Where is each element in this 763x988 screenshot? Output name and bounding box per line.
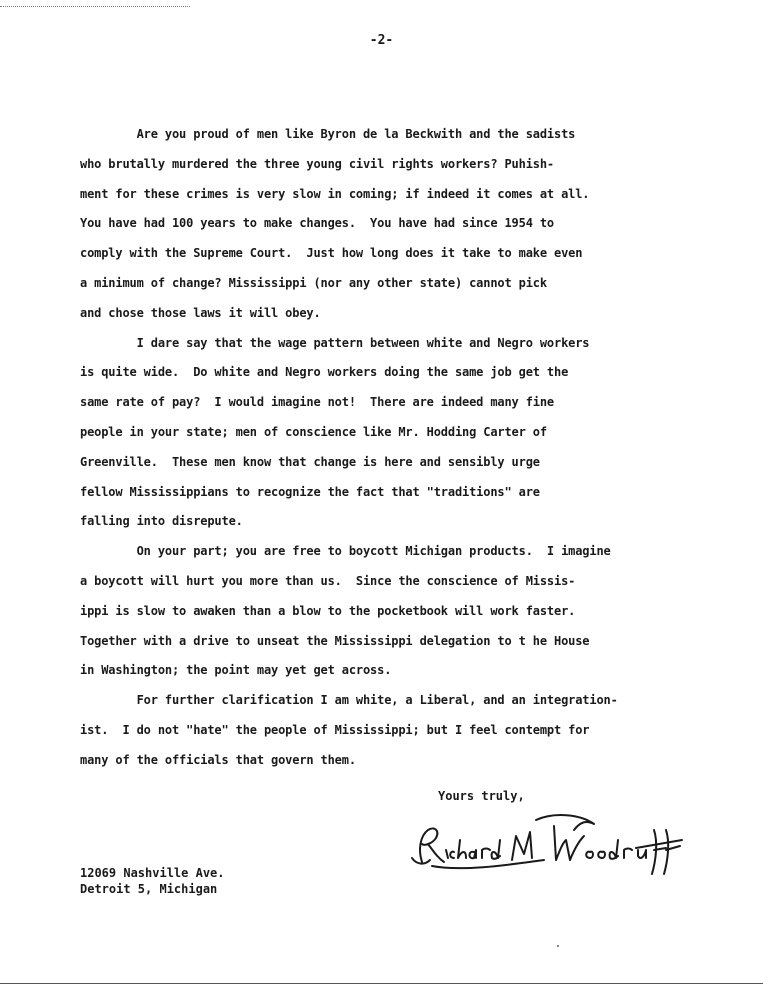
body-line: a minimum of change? Mississippi (nor any other state) cannot pick	[80, 275, 547, 290]
closing-salutation: Yours truly,	[438, 789, 525, 803]
body-line: falling into disrepute.	[80, 514, 243, 529]
top-edge-dots	[0, 6, 190, 7]
body-line: Together with a drive to unseat the Mississippi delegation to t he House	[80, 633, 590, 648]
address-city: Detroit 5, Michigan	[80, 882, 218, 896]
body-line: ippi is slow to awaken than a blow to the pocketbook will work faster.	[80, 603, 576, 618]
body-line: Are you proud of men like Byron de la Beckwith and the sadists	[80, 127, 576, 141]
body-line: fellow Mississippians to recognize the fact that "traditions" are	[80, 484, 540, 499]
body-line: comply with the Supreme Court. Just how long does it take to make even	[80, 246, 583, 261]
body-line: Greenville. These men know that change is here and sensibly urge	[80, 454, 540, 469]
body-line: a boycott will hurt you more than us. Since the conscience of Missis-	[80, 573, 576, 588]
body-line: many of the officials that govern them.	[80, 752, 356, 767]
body-line: who brutally murdered the three young civil rights workers? Puhish-	[80, 156, 554, 171]
body-line: I dare say that the wage pattern between white and Negro workers	[80, 335, 590, 350]
body-line: is quite wide. Do white and Negro workers doing the same job get the	[80, 365, 569, 380]
body-line: On your part; you are free to boycott Michigan products. I imagine	[80, 544, 611, 559]
handwritten-signature	[404, 800, 694, 880]
body-line: same rate of pay? I would imagine not! There are indeed many fine	[80, 395, 554, 410]
body-line: people in your state; men of conscience like Mr. Hodding Carter of	[80, 424, 547, 439]
body-line: in Washington; the point may yet get across.	[80, 663, 392, 678]
body-line: and chose those laws it will obey.	[80, 305, 321, 320]
page-number: -2-	[369, 33, 394, 48]
letter-body	[80, 120, 680, 776]
body-line: For further clarification I am white, a Liberal, and an integration-	[80, 693, 618, 708]
address-street: 12069 Nashville Ave.	[80, 866, 225, 880]
body-line: ist. I do not "hate" the people of Mississippi; but I feel contempt for	[80, 722, 590, 737]
body-line: You have had 100 years to make changes. You have had since 1954 to	[80, 216, 554, 231]
bottom-edge-rule	[0, 983, 763, 984]
sender-address	[80, 865, 225, 897]
paper-speck	[557, 945, 559, 947]
body-line: ment for these crimes is very slow in coming; if indeed it comes at all.	[80, 186, 590, 201]
